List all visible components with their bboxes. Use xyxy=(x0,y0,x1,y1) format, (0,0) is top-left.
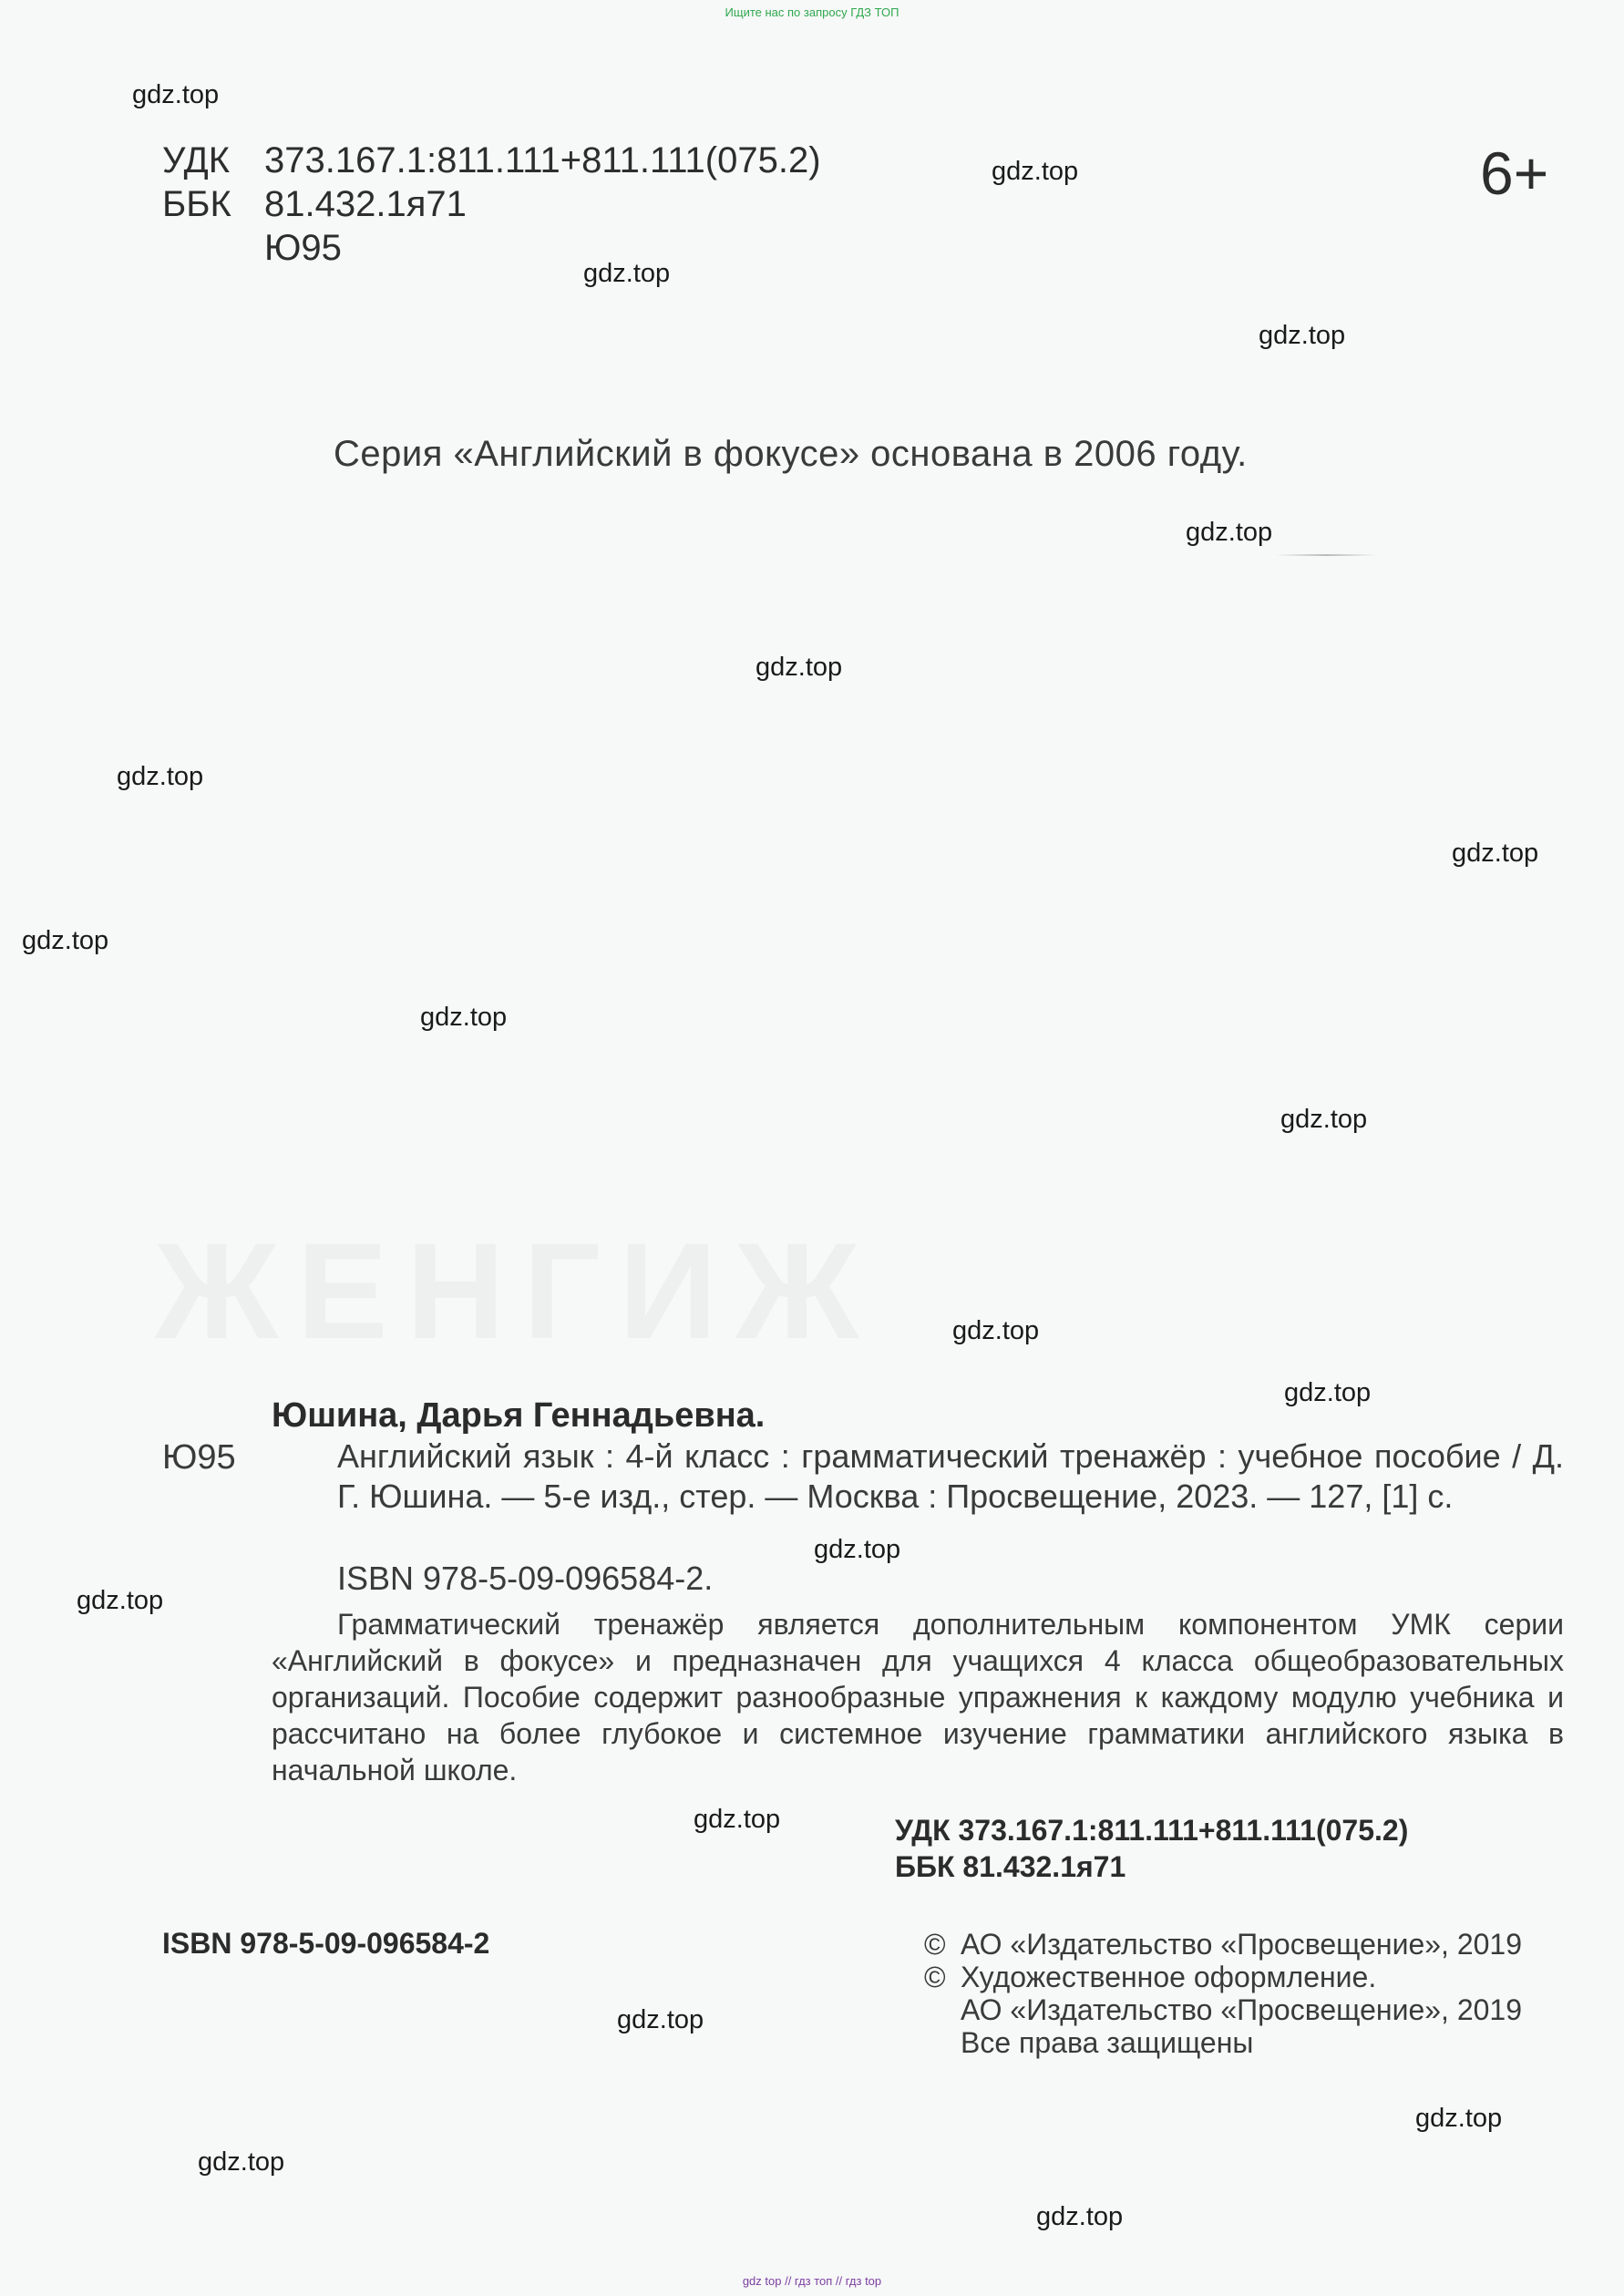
watermark: gdz.top xyxy=(1452,839,1539,868)
udk-label: УДК xyxy=(162,140,231,180)
watermark: gdz.top xyxy=(694,1805,781,1834)
watermark: gdz.top xyxy=(814,1535,901,1564)
watermark: gdz.top xyxy=(117,762,204,791)
watermark: gdz.top xyxy=(583,259,671,288)
watermark: gdz.top xyxy=(77,1586,164,1615)
copyright-text-1: АО «Издательство «Просвещение», 2019 xyxy=(961,1928,1523,1961)
watermark: gdz.top xyxy=(1284,1378,1372,1407)
udk-line xyxy=(162,139,821,182)
watermark: gdz.top xyxy=(952,1316,1040,1345)
isbn-bold: ISBN 978-5-09-096584-2 xyxy=(162,1927,490,1960)
annotation: Грамматический тренажёр является дополнительным компонентом УМК серии «Английский в фокусе» и предназначен для учащихся 4 класса общеобразовательных организаций. Пособие содержит разнообразные упражнения к каждому модулю учебника и рассчитано на более глубокое и системное изучение грамматики английского языка в начальной школе. xyxy=(272,1608,1564,1786)
copyright-line-1 xyxy=(924,1927,1522,1961)
watermark: gdz.top xyxy=(1415,2104,1503,2133)
background-ghost-print: ЖЕНГИЖ xyxy=(155,1214,878,1367)
bbk-label: ББК xyxy=(162,184,231,224)
age-rating: 6+ xyxy=(1480,139,1549,207)
bottom-banner[interactable]: gdz top // гдз топ // гдз top xyxy=(742,2274,882,2288)
watermark: gdz.top xyxy=(1280,1105,1368,1134)
watermark: gdz.top xyxy=(132,80,220,109)
bbk-bold: ББК 81.432.1я71 xyxy=(895,1850,1126,1883)
watermark: gdz.top xyxy=(198,2147,285,2177)
watermark: gdz.top xyxy=(1259,321,1346,350)
copyright-line-4: Все права защищены xyxy=(961,2026,1254,2059)
copyright-line-2 xyxy=(924,1960,1376,1994)
isbn-line: ISBN 978-5-09-096584-2. xyxy=(337,1560,714,1597)
watermark: gdz.top xyxy=(1036,2202,1124,2231)
copyright-line-3: АО «Издательство «Просвещение», 2019 xyxy=(961,1993,1523,2026)
author-mark: Ю95 xyxy=(264,228,342,268)
watermark: gdz.top xyxy=(420,1003,508,1032)
watermark: gdz.top xyxy=(1186,518,1273,547)
udk-value: 373.167.1:811.111+811.111(075.2) xyxy=(264,140,821,180)
watermark: gdz.top xyxy=(992,157,1079,186)
bbk-value: 81.432.1я71 xyxy=(264,184,467,224)
copyright-text-2: Художественное оформление. xyxy=(961,1961,1377,1993)
watermark: gdz.top xyxy=(617,2005,704,2034)
series-line: Серия «Английский в фокусе» основана в 2006 году. xyxy=(334,434,1248,474)
bbk-line xyxy=(162,182,467,226)
bibliographic-description: Английский язык : 4-й класс : грамматический тренажёр : учебное пособие / Д. Г. Юшина. — 5-е изд., стер. — Москва : Просвещение, 2023. — 127, [1] с. xyxy=(337,1437,1564,1515)
author-heading: Юшина, Дарья Геннадьевна. xyxy=(272,1396,766,1435)
copyright-symbol: © xyxy=(924,1928,946,1961)
watermark: gdz.top xyxy=(22,926,109,955)
copyright-symbol: © xyxy=(924,1961,946,1993)
top-banner[interactable]: Ищите нас по запросу ГДЗ ТОП xyxy=(725,5,899,19)
watermark: gdz.top xyxy=(755,653,843,682)
udk-bold: УДК 373.167.1:811.111+811.111(075.2) xyxy=(895,1814,1409,1847)
decorative-stroke xyxy=(1276,554,1376,556)
bibliographic-mark: Ю95 xyxy=(162,1438,236,1477)
